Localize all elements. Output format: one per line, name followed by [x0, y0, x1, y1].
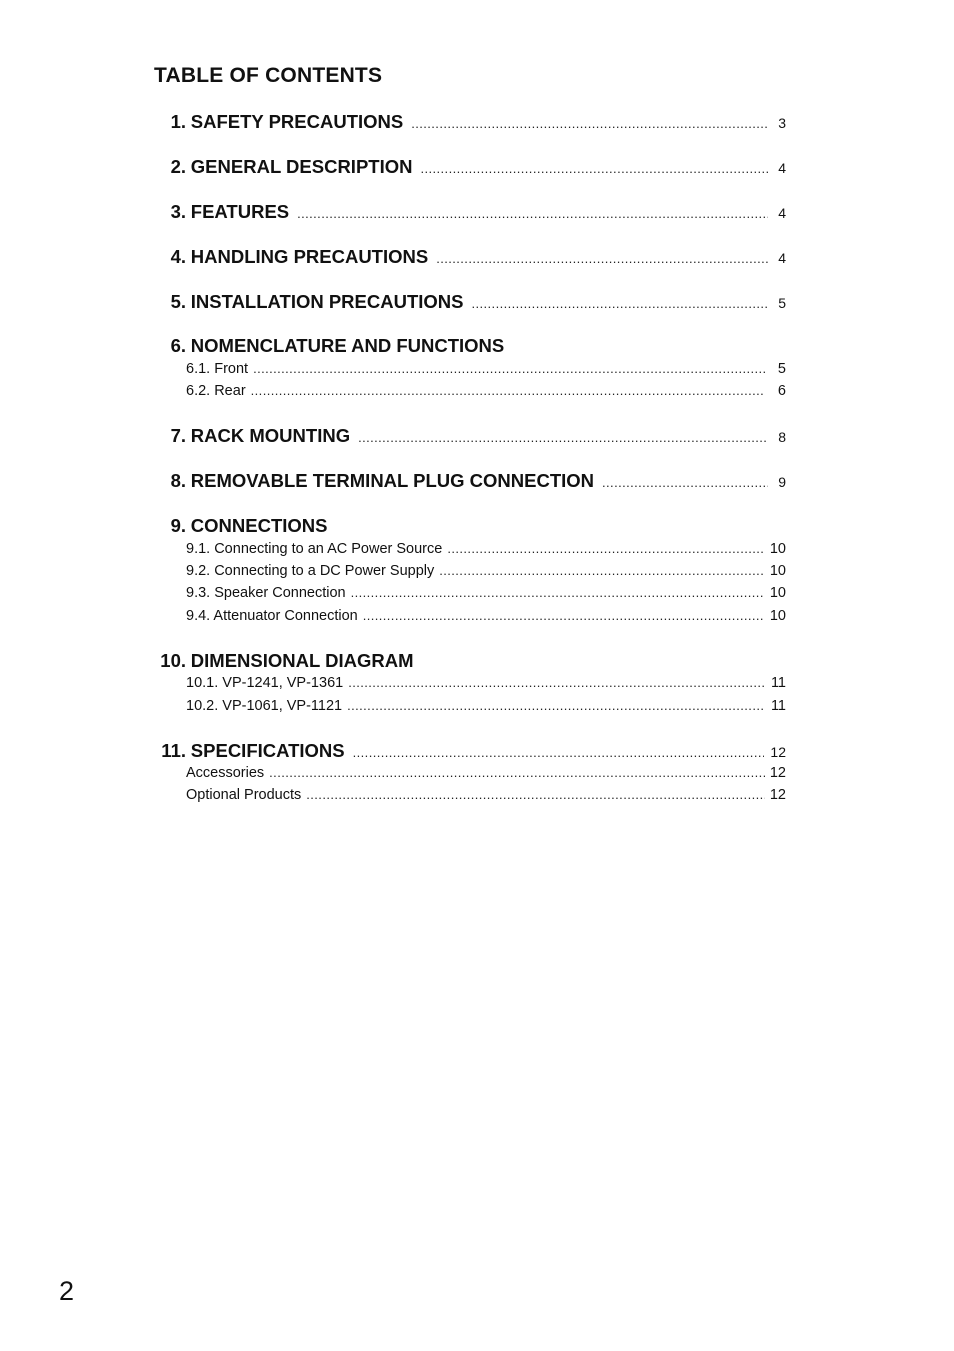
toc-subentry-ac-power[interactable]	[186, 541, 786, 557]
dot-leader	[420, 161, 768, 176]
toc-subentry-attenuator-connection[interactable]	[186, 608, 786, 624]
toc-entry-installation-precautions[interactable]	[154, 291, 786, 313]
toc-subentry-vp-1241[interactable]	[186, 675, 786, 691]
toc-subentry-rear[interactable]	[186, 383, 786, 399]
page-ref: 4	[778, 160, 786, 176]
dot-leader	[348, 675, 765, 690]
dot-leader	[251, 383, 765, 398]
dot-leader	[411, 116, 768, 131]
page-ref: 6	[777, 383, 786, 399]
section-number: 7.	[170, 425, 186, 446]
toc-entry-removable-terminal-plug[interactable]	[154, 470, 786, 492]
dot-leader	[306, 787, 765, 802]
subsection-title: 9.3. Speaker Connection	[186, 585, 346, 601]
toc-subentry-front[interactable]	[186, 361, 786, 377]
section-number: 2.	[170, 156, 186, 177]
section-title: INSTALLATION PRECAUTIONS	[190, 291, 464, 312]
page-ref: 10	[769, 608, 786, 624]
subsection-title: Optional Products	[186, 787, 302, 803]
page-number: 2	[59, 1276, 75, 1306]
page-ref: 3	[778, 115, 786, 131]
toc-subentry-vp-1061[interactable]	[186, 698, 786, 714]
page-ref: 11	[770, 698, 786, 714]
section-number: 4.	[170, 246, 186, 267]
dot-leader	[472, 296, 769, 311]
toc-entry-features[interactable]	[154, 201, 786, 223]
dot-leader	[297, 206, 768, 221]
dot-leader	[439, 563, 765, 578]
page-ref: 4	[778, 250, 786, 266]
page-ref: 12	[770, 744, 786, 760]
subsection-title: Accessories	[186, 765, 265, 781]
page-ref: 12	[769, 765, 786, 781]
toc-entry-rack-mounting[interactable]	[154, 425, 786, 447]
page-ref: 11	[770, 675, 786, 691]
section-number: 5.	[170, 291, 186, 312]
toc-entry-safety-precautions[interactable]	[154, 111, 786, 133]
page-ref: 5	[778, 295, 786, 311]
subsection-title: 9.4. Attenuator Connection	[186, 608, 358, 624]
toc-entry-dimensional-diagram[interactable]	[154, 650, 786, 672]
page-ref: 4	[778, 205, 786, 221]
dot-leader	[358, 430, 768, 445]
section-title: SPECIFICATIONS	[190, 740, 345, 761]
subsection-title: 9.2. Connecting to a DC Power Supply	[186, 563, 435, 579]
section-title: RACK MOUNTING	[190, 425, 351, 446]
section-title: HANDLING PRECAUTIONS	[190, 246, 429, 267]
section-title: FEATURES	[190, 201, 290, 222]
subsection-title: 10.2. VP-1061, VP-1121	[186, 698, 343, 714]
dot-leader	[447, 541, 765, 556]
section-title: CONNECTIONS	[190, 515, 328, 536]
section-number: 10.	[160, 650, 186, 671]
dot-leader	[351, 585, 765, 600]
toc-subentry-dc-power[interactable]	[186, 563, 786, 579]
dot-leader	[436, 251, 768, 266]
toc-subentry-speaker-connection[interactable]	[186, 585, 786, 601]
dot-leader	[253, 361, 765, 376]
dot-leader	[602, 475, 768, 490]
section-number: 8.	[170, 470, 186, 491]
toc-subentry-optional-products[interactable]	[186, 787, 786, 803]
toc-title: TABLE OF CONTENTS	[154, 64, 383, 87]
dot-leader	[363, 608, 765, 623]
toc-entry-general-description[interactable]	[154, 156, 786, 178]
dot-leader	[269, 765, 765, 780]
dot-leader	[347, 698, 765, 713]
section-number: 11.	[161, 740, 186, 761]
section-number: 9.	[170, 515, 186, 536]
toc-subentry-accessories[interactable]	[186, 765, 786, 781]
subsection-title: 6.2. Rear	[186, 383, 246, 399]
section-number: 1.	[170, 111, 186, 132]
section-title: NOMENCLATURE AND FUNCTIONS	[190, 335, 505, 356]
page-ref: 5	[777, 361, 786, 377]
dot-leader	[353, 745, 765, 760]
section-number: 6.	[170, 335, 186, 356]
section-title: REMOVABLE TERMINAL PLUG CONNECTION	[190, 470, 595, 491]
page-ref: 10	[769, 585, 786, 601]
toc-entry-nomenclature-and-functions[interactable]	[154, 335, 786, 357]
section-number: 3.	[170, 201, 186, 222]
toc-entry-connections[interactable]	[154, 515, 786, 537]
section-title: GENERAL DESCRIPTION	[190, 156, 413, 177]
subsection-title: 9.1. Connecting to an AC Power Source	[186, 541, 443, 557]
page-ref: 10	[769, 541, 786, 557]
page-ref: 12	[769, 787, 786, 803]
page-ref: 10	[769, 563, 786, 579]
subsection-title: 6.1. Front	[186, 361, 249, 377]
page-ref: 8	[778, 429, 786, 445]
subsection-title: 10.1. VP-1241, VP-1361	[186, 675, 344, 691]
section-title: SAFETY PRECAUTIONS	[190, 111, 404, 132]
page-ref: 9	[778, 474, 786, 490]
section-title: DIMENSIONAL DIAGRAM	[190, 650, 414, 671]
toc-entry-handling-precautions[interactable]	[154, 246, 786, 268]
toc-entry-specifications[interactable]	[154, 740, 786, 762]
